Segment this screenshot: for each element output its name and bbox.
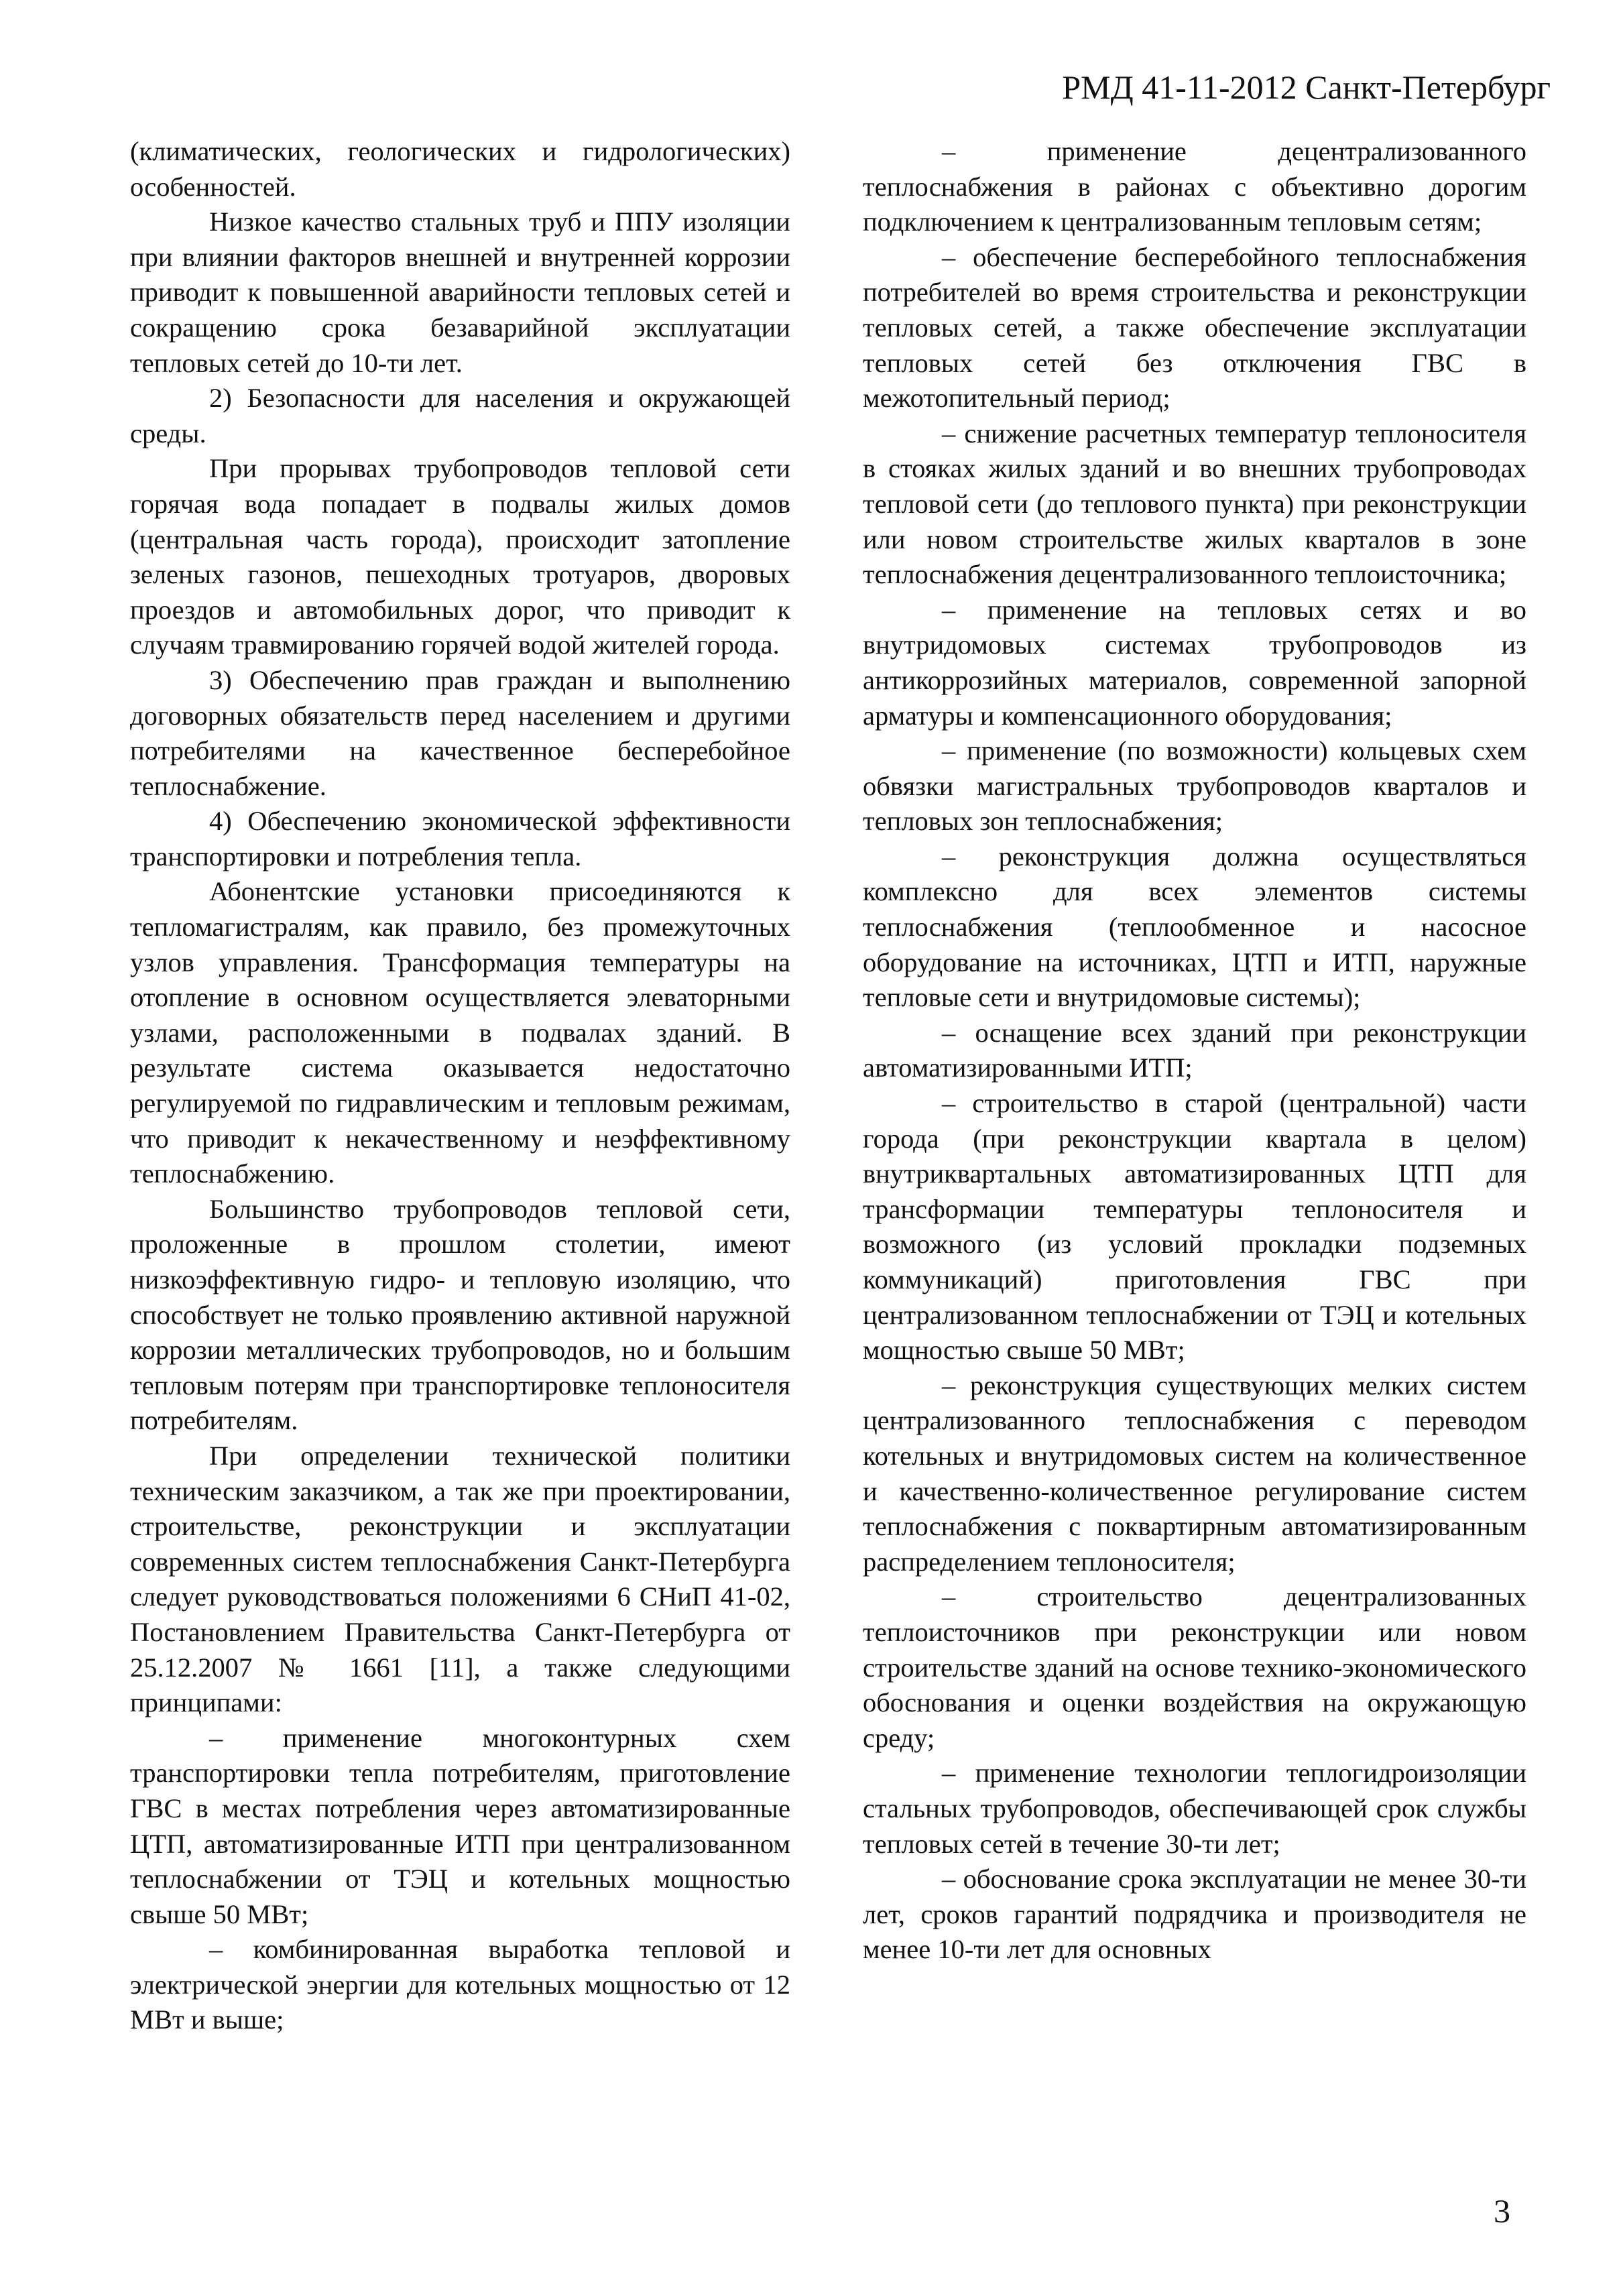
paragraph: Большинство трубопроводов тепловой сети, проложенные в прошлом столетии, имеют низкоэффективную гидро- и тепловую изоляцию, что способствует не только проявлению активной наружной коррозии металлических трубопроводов, но и большим тепловым потерям при транспортировке теплоносителя потребителям. [130, 1193, 790, 1436]
list-item: – обеспечение бесперебойного теплоснабжения потребителей во время строительства и реконструкции тепловых сетей, а также обеспечение эксплуатации тепловых сетей без отключения ГВС в межотопительный период; [863, 241, 1526, 414]
list-item: – реконструкция должна осуществляться комплексно для всех элементов системы теплоснабжения (теплообменное и насосное оборудование на источниках, ЦТП и ИТП, наружные тепловые сети и внутридомовые системы); [863, 841, 1526, 1013]
document-header: РМД 41-11-2012 Санкт-Петербург [1062, 68, 1551, 106]
paragraph: При определении технической политики техническим заказчиком, а так же при проектировании, строительстве, реконструкции и эксплуатации современных систем теплоснабжения Санкт-Петербурга следует руководствоваться положениями 6 СНиП 41-02, Постановлением Правительства Санкт-Петербурга от 25.12.2007 № 1661 [11], а также следующими принципами: [130, 1440, 790, 1718]
paragraph: (климатических, геологических и гидрологических) особенностей. [130, 136, 790, 202]
paragraph: При прорывах трубопроводов тепловой сети горячая вода попадает в подвалы жилых домов (центральная часть города), происходит затопление зеленых газонов, пешеходных тротуаров, дворовых проездов и автомобильных дорог, что приводит к случаям травмированию горячей водой жителей города. [130, 453, 790, 660]
paragraph: Низкое качество стальных труб и ППУ изоляции при влиянии факторов внешней и внутренней коррозии приводит к повышенной аварийности тепловых сетей и сокращению срока безаварийной эксплуатации тепловых сетей до 10-ти лет. [130, 206, 790, 378]
list-item: – применение (по возможности) кольцевых схем обвязки магистральных трубопроводов кварталов и тепловых зон теплоснабжения; [863, 735, 1526, 837]
paragraph: Абонентские установки присоединяются к тепломагистралям, как правило, без промежуточных узлов управления. Трансформация температуры на отопление в основном осуществляется элеваторными узлами, расположенными в подвалах зданий. В результате система оказывается недостаточно регулируемой по гидравлическим и тепловым режимам, что приводит к некачественному и неэффективному теплоснабжению. [130, 876, 790, 1189]
list-item: – реконструкция существующих мелких систем централизованного теплоснабжения с переводом котельных и внутридомовых систем на количественное и качественно-количественное регулирование систем теплоснабжения с поквартирным автоматизированным распределением теплоносителя; [863, 1370, 1526, 1577]
list-item: – комбинированная выработка тепловой и электрической энергии для котельных мощностью от 12 МВт и выше; [130, 1934, 790, 2035]
paragraph: 4) Обеспечению экономической эффективности транспортировки и потребления тепла. [130, 806, 790, 871]
list-item: – оснащение всех зданий при реконструкции автоматизированными ИТП; [863, 1017, 1526, 1083]
list-item: – строительство децентрализованных теплоисточников при реконструкции или новом строительстве зданий на основе технико-экономического обоснования и оценки воздействия на окружающую среду; [863, 1581, 1526, 1753]
list-item: – строительство в старой (центральной) части города (при реконструкции квартала в целом) внутриквартальных автоматизированных ЦТП для трансформации температуры теплоносителя и возможного (из условий прокладки подземных коммуникаций) приготовления ГВС при централизованном теплоснабжении от ТЭЦ и котельных мощностью свыше 50 МВт; [863, 1088, 1526, 1366]
list-item: – применение многоконтурных схем транспортировки тепла потребителям, приготовление ГВС в местах потребления через автоматизированные ЦТП, автоматизированные ИТП при централизованном теплоснабжении от ТЭЦ и котельных мощностью свыше 50 МВт; [130, 1722, 790, 1929]
list-item: – снижение расчетных температур теплоносителя в стояках жилых зданий и во внешних трубопроводах тепловой сети (до теплового пункта) при реконструкции или новом строительстве жилых кварталов в зоне теплоснабжения децентрализованного теплоисточника; [863, 418, 1526, 590]
right-column [863, 134, 1526, 1968]
list-item: – применение технологии теплогидроизоляции стальных трубопроводов, обеспечивающей срок службы тепловых сетей в течение 30-ти лет; [863, 1758, 1526, 1859]
list-item: – применение на тепловых сетях и во внутридомовых системах трубопроводов из антикоррозийных материалов, современной запорной арматуры и компенсационного оборудования; [863, 594, 1526, 731]
page-number: 3 [1494, 2192, 1510, 2230]
paragraph: 3) Обеспечению прав граждан и выполнению договорных обязательств перед населением и другими потребителями на качественное бесперебойное теплоснабжение. [130, 664, 790, 801]
list-item: – применение децентрализованного теплоснабжения в районах с объективно дорогим подключением к централизованным тепловым сетям; [863, 136, 1526, 237]
list-item: – обоснование срока эксплуатации не менее 30-ти лет, сроков гарантий подрядчика и производителя не менее 10-ти лет для основных [863, 1864, 1526, 1965]
paragraph: 2) Безопасности для населения и окружающей среды. [130, 383, 790, 448]
left-column [130, 134, 790, 2038]
